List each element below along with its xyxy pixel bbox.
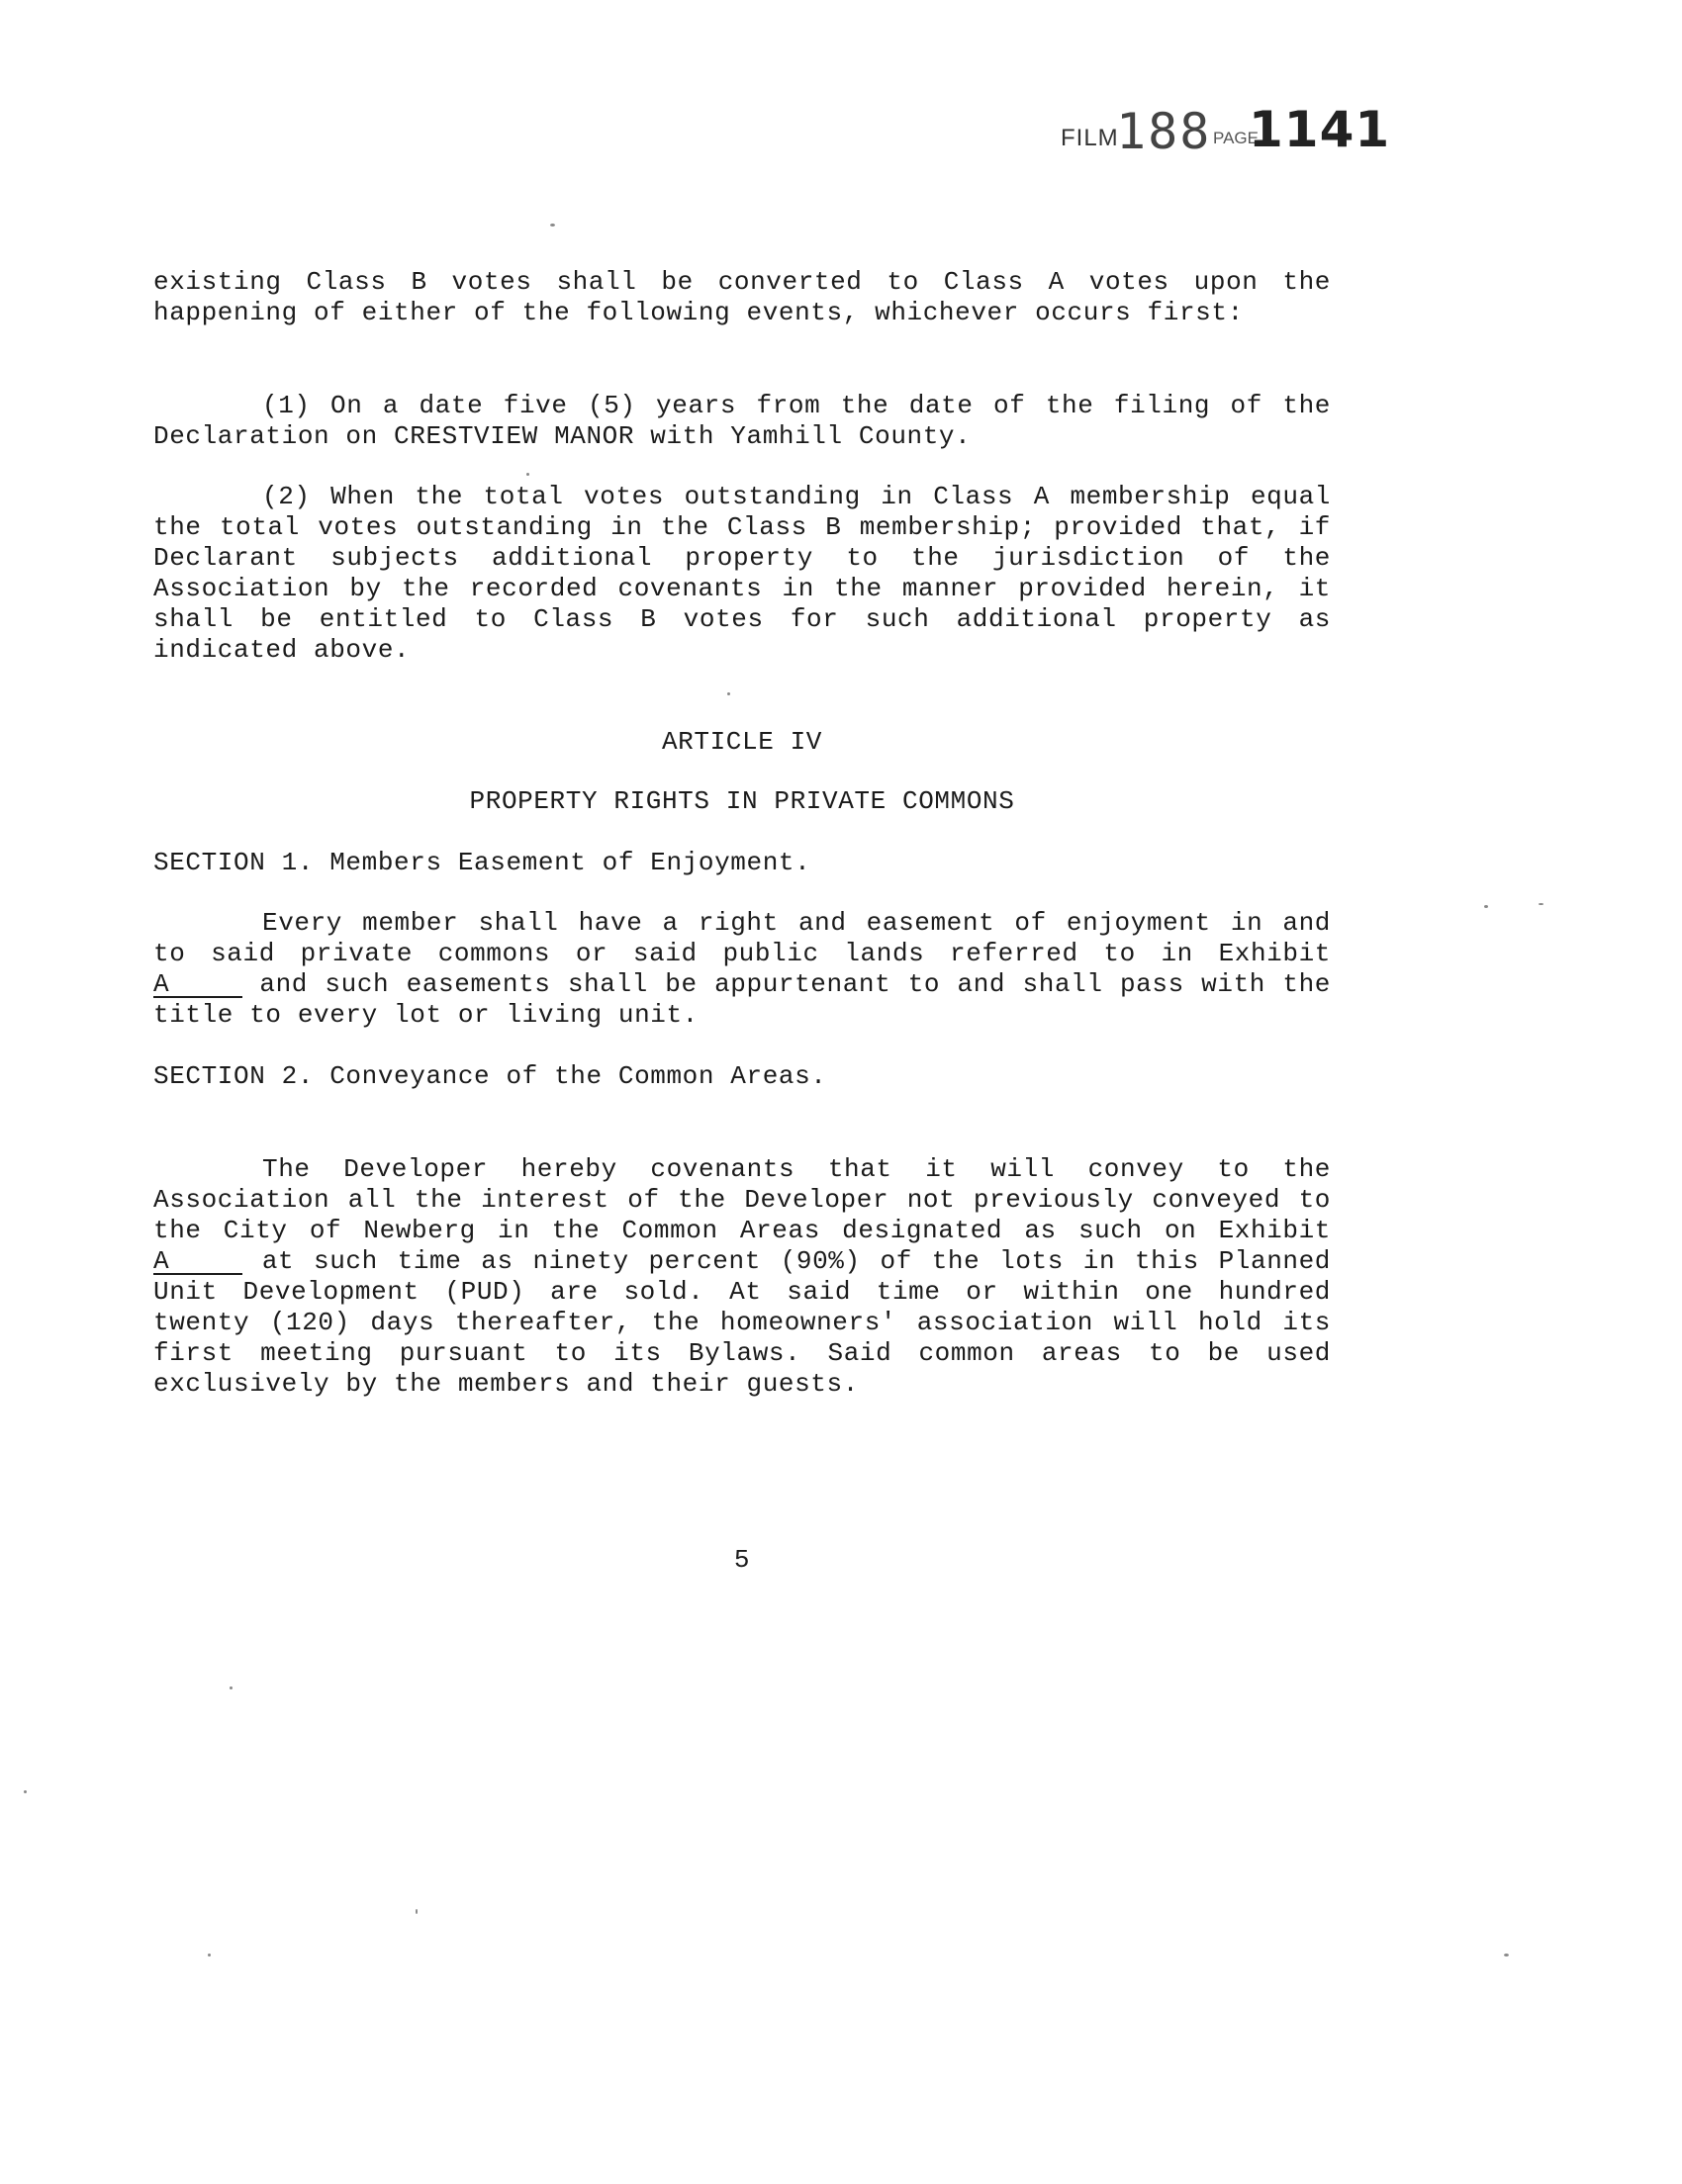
scan-speck bbox=[1539, 903, 1543, 905]
article-title: PROPERTY RIGHTS IN PRIVATE COMMONS bbox=[469, 786, 1015, 816]
section-1-body bbox=[153, 908, 1331, 1031]
stamp-page-label: PAGE bbox=[1213, 129, 1259, 147]
article-number: ARTICLE IV bbox=[661, 727, 823, 757]
section-2-heading: SECTION 2. Conveyance of the Common Areas. bbox=[153, 1061, 827, 1091]
scan-speck bbox=[208, 1954, 211, 1956]
section-1-body-text: Every member shall have a right and easement of enjoyment in and to said private commons or said public lands referred to in Exhibit bbox=[153, 908, 1331, 968]
section-2-body bbox=[153, 1154, 1331, 1400]
section-1-heading: SECTION 1. Members Easement of Enjoyment. bbox=[153, 848, 811, 877]
scan-speck bbox=[526, 473, 529, 476]
paragraph-condition-2: (2) When the total votes outstanding in Class A membership equal the total votes outstanding in the Class B membership; provided that, if Declarant subjects additional property to the jurisdiction of the Association by the recorded covenants in the manner provided herein, it shall be entitled to Class B votes for such additional property as indicated above. bbox=[153, 482, 1331, 665]
scan-speck bbox=[1484, 905, 1488, 908]
section-2-body-text-cont: at such time as ninety percent (90%) of the lots in this Planned Unit Development (PUD) are sold. At said time or within one hundred twenty (120) days thereafter, the homeowners' association will hold its first meeting pursuant to its Bylaws. Said common areas to be used exclusively by the members and their guests. bbox=[153, 1246, 1332, 1399]
stamp-page-number: 1141 bbox=[1249, 101, 1391, 158]
paragraph-class-b-conversion: existing Class B votes shall be converted to Class A votes upon the happening of either of the following events, whichever occurs first: bbox=[153, 267, 1331, 327]
film-number: 188 bbox=[1116, 103, 1212, 160]
paragraph-condition-1: (1) On a date five (5) years from the date of the filing of the Declaration on CRESTVIEW MANOR with Yamhill County. bbox=[153, 391, 1331, 451]
scan-speck bbox=[24, 1790, 27, 1793]
film-label: FILM bbox=[1061, 125, 1119, 151]
recording-stamp bbox=[1061, 101, 1391, 160]
scan-speck bbox=[1504, 1954, 1509, 1956]
page-number: 5 bbox=[733, 1545, 751, 1575]
section-1-exhibit-blank: A bbox=[153, 972, 242, 998]
section-2-exhibit-blank: A bbox=[153, 1249, 242, 1275]
scan-speck bbox=[416, 1909, 418, 1914]
scan-speck bbox=[230, 1686, 233, 1689]
scan-speck bbox=[727, 692, 730, 695]
scan-speck bbox=[550, 224, 555, 227]
section-1-body-text-cont: and such easements shall be appurtenant to and shall pass with the title to every lot or living unit. bbox=[153, 969, 1331, 1030]
section-2-body-text: The Developer hereby covenants that it will convey to the Association all the interest of the Developer not previously conveyed to the City of Newberg in the Common Areas designated as such on Exhibit bbox=[153, 1154, 1331, 1245]
